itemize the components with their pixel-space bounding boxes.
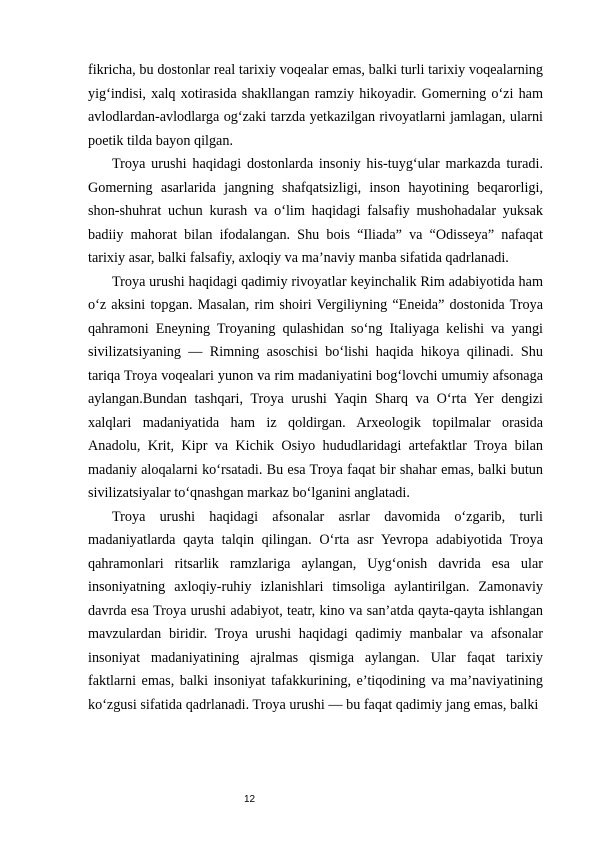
document-body — [88, 59, 543, 717]
paragraph-roman-literature: Troya urushi haqidagi qadimiy rivoyatlar keyinchalik Rim adabiyotida ham o‘z aksini topgan. Masalan, rim shoiri Vergiliyning “Eneida” dostonida Troya qahramoni Eneyning Troyaning qulashidan so‘ng Italiyaga kelishi va yangi sivilizatsiyaning — Rimning asoschisi bo‘lishi haqida hikoya qilinadi. Shu tariqa Troya voqealari yunon va rim madaniyatini bog‘lovchi umumiy afsonaga aylangan.Bundan tashqari, Troya urushi Yaqin Sharq va O‘rta Yer dengizi xalqlari madaniyatida ham iz qoldirgan. Arxeologik topilmalar orasida Anadolu, Krit, Kipr va Kichik Osiyo hududlaridagi artefaktlar Troya bilan madaniy aloqalarni ko‘rsatadi. Bu esa Troya faqat bir shahar emas, balki butun sivilizatsiyalar to‘qnashgan markaz bo‘lganini anglatadi. — [88, 273, 543, 501]
paragraph-human-emotions: Troya urushi haqidagi dostonlarda insoniy his-tuyg‘ular markazda turadi. Gomerning asarlarida jangning shafqatsizligi, inson hayotining beqarorligi, shon-shuhrat uchun kurash va o‘lim haqidagi falsafiy mushohadalar yuksak badiiy mahorat bilan ifodalangan. Shu bois “Iliada” va “Odisseya” nafaqat tarixiy asar, balki falsafiy, axloqiy va ma’naviy manba sifatida qadrlanadi. — [88, 156, 543, 266]
page-number: 12 — [244, 794, 256, 805]
paragraph-continuation: fikricha, bu dostonlar real tarixiy voqealar emas, balki turli tarixiy voqealarning yig‘indisi, xalq xotirasida shakllangan ramziy hikoyadir. Gomerning o‘zi ham avlodlardan-avlodlarga og‘zaki tarzda yetkazilgan rivoyatlarni jamlagan, ularni poetik tilda bayon qilgan. — [88, 62, 543, 149]
paragraph-reinterpretation: Troya urushi haqidagi afsonalar asrlar davomida o‘zgarib, turli madaniyatlarda qayta talqin qilingan. O‘rta asr Yevropa adabiyotida Troya qahramonlari ritsarlik ramzlariga aylangan, Uyg‘onish davrida esa ular insoniyatning axloqiy-ruhiy izlanishlari timsoliga aylantirilgan. Zamonaviy davrda esa Troya urushi adabiyot, teatr, kino va san’atda qayta-qayta ishlangan mavzulardan biridir. Troya urushi haqidagi qadimiy manbalar va afsonalar insoniyat madaniyatining ajralmas qismiga aylangan. Ular faqat tarixiy faktlarni emas, balki insoniyat tafakkurining, e’tiqodining va ma’naviyatining ko‘zgusi sifatida qadrlanadi. Troya urushi — bu faqat qadimiy jang emas, balki — [88, 508, 543, 713]
